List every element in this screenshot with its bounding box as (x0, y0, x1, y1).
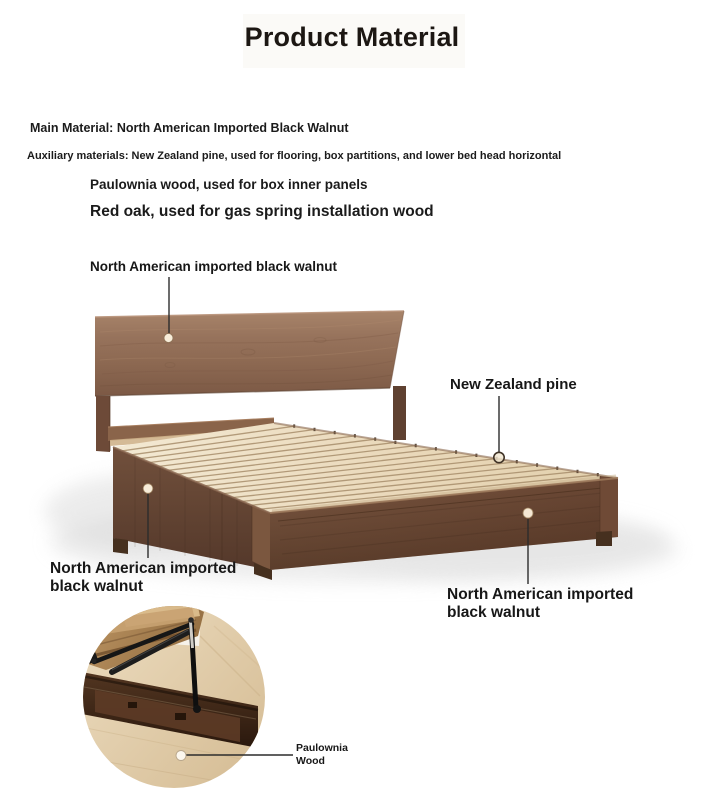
gas-spring-inset-photo (70, 595, 266, 788)
callout-inset-line2: Wood (296, 755, 325, 767)
headboard-panel (95, 311, 404, 396)
callout-inset-label (296, 742, 348, 768)
dot-box-front (523, 508, 533, 518)
storage-box-corner-post (252, 505, 270, 570)
callout-box-front-line1: North American imported (447, 586, 634, 603)
red-oak-material-text: Red oak, used for gas spring installation wood (90, 203, 434, 220)
callout-headboard-label: North American imported black walnut (90, 259, 338, 274)
dot-headboard (164, 334, 173, 343)
callout-box-left-line1: North American imported (50, 560, 237, 577)
dot-inset (176, 751, 186, 761)
auxiliary-material-text: Auxiliary materials: New Zealand pine, used for flooring, box partitions, and lower bed head horizontal (27, 150, 562, 162)
callout-slats-label: New Zealand pine (450, 376, 577, 393)
callout-box-left-label (50, 560, 236, 596)
callout-inset-line1: Paulownia (296, 742, 348, 754)
page-title: Product Material (244, 22, 460, 52)
dot-slats (494, 452, 504, 462)
storage-box-right-post (600, 476, 618, 537)
paulownia-material-text: Paulownia wood, used for box inner panels (90, 177, 368, 192)
callout-box-left-line2: black walnut (50, 578, 144, 595)
dot-box-left (143, 484, 153, 494)
callout-box-front-label (447, 586, 633, 622)
callout-box-front-line2: black walnut (447, 604, 541, 621)
main-material-text: Main Material: North American Imported Black Walnut (30, 121, 349, 135)
